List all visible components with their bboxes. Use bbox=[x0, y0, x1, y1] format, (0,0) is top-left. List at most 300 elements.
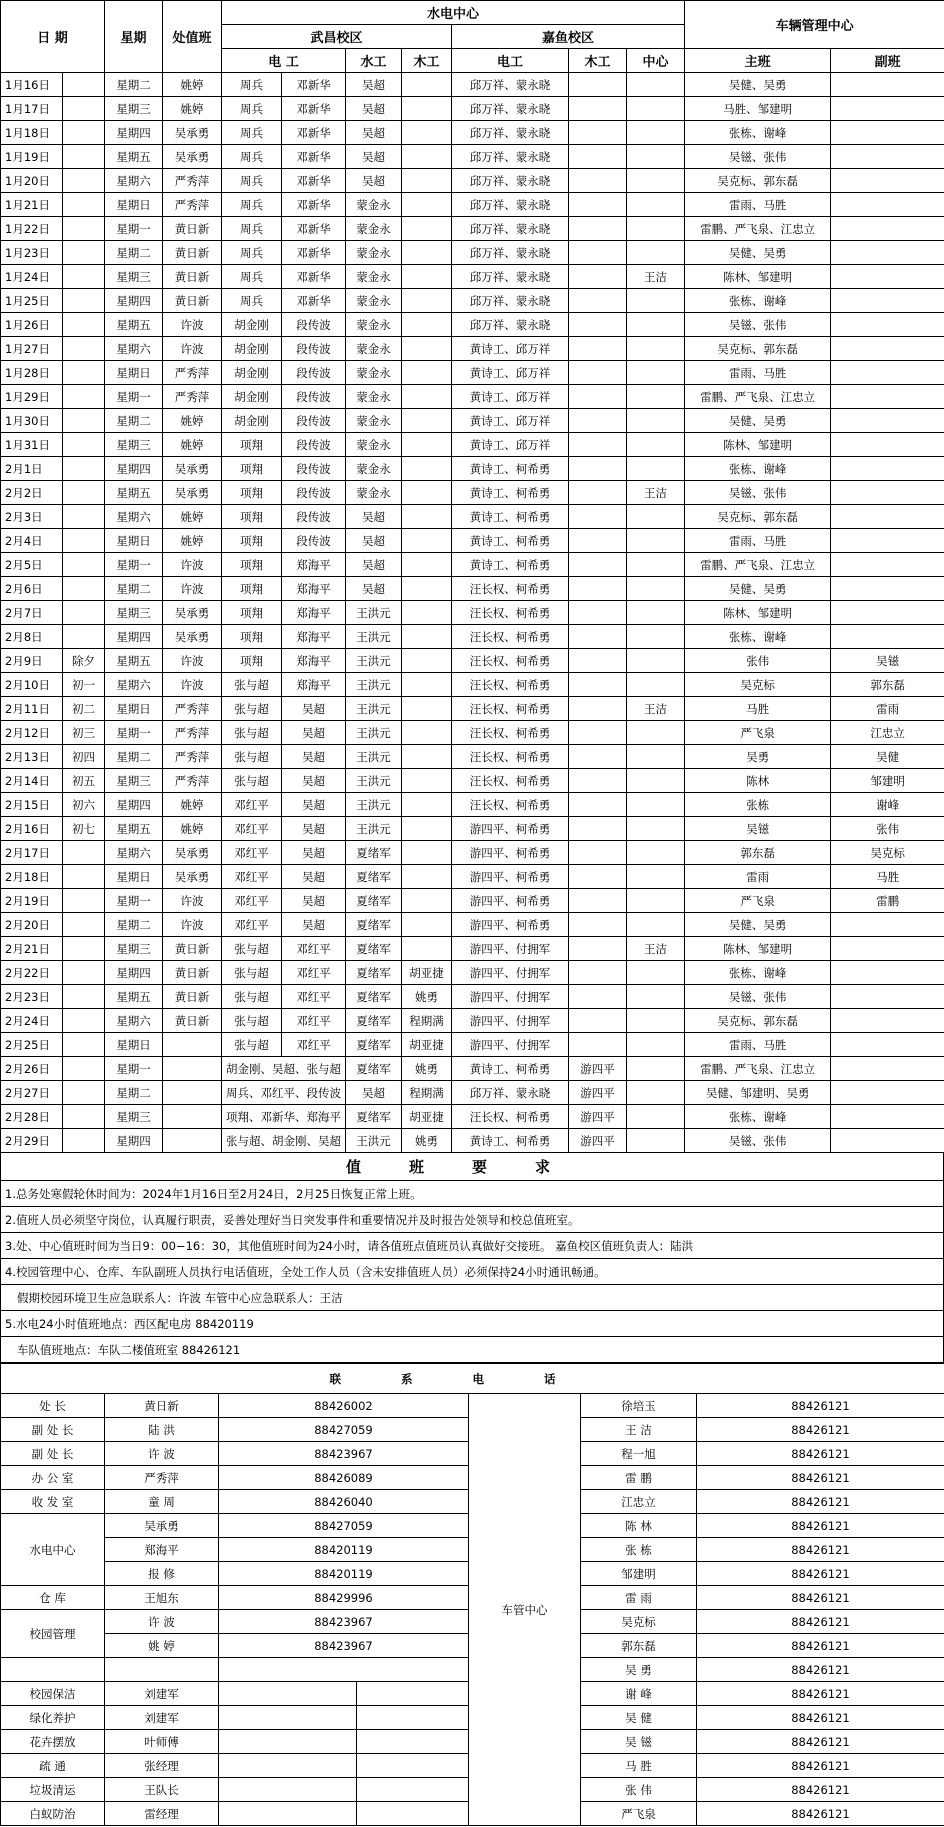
jiayu-carpenter-cell bbox=[569, 529, 627, 553]
holiday-cell bbox=[63, 457, 105, 481]
weekday-cell: 星期三 bbox=[105, 937, 163, 961]
contact-name-cell: 王队长 bbox=[105, 1778, 219, 1802]
center-cell bbox=[627, 361, 685, 385]
jiayu-carpenter-cell bbox=[569, 865, 627, 889]
jiayu-electrician-cell: 黄诗工、邱万祥 bbox=[452, 385, 569, 409]
holiday-cell: 初六 bbox=[63, 793, 105, 817]
office-duty-cell: 吴承勇 bbox=[163, 865, 222, 889]
office-duty-cell bbox=[163, 1033, 222, 1057]
requirement-line: 假期校园环境卫生应急联系人：许波 车管中心应急联系人：王洁 bbox=[1, 1285, 943, 1311]
plumber-cell: 王洪元 bbox=[346, 769, 402, 793]
contact-phone-cell: 88426121 bbox=[697, 1538, 944, 1562]
electrician-cell: 张与超 bbox=[222, 745, 282, 769]
table-row bbox=[1, 241, 944, 265]
jiayu-electrician-cell: 汪长权、柯希勇 bbox=[452, 697, 569, 721]
weekday-cell: 星期四 bbox=[105, 625, 163, 649]
main-shift-cell: 陈林、邹建明 bbox=[685, 937, 831, 961]
plumber-cell: 夏绪军 bbox=[346, 841, 402, 865]
holiday-cell bbox=[63, 1129, 105, 1153]
holiday-cell bbox=[63, 961, 105, 985]
office-duty-cell: 许波 bbox=[163, 553, 222, 577]
jiayu-carpenter-cell bbox=[569, 625, 627, 649]
table-row bbox=[1, 385, 944, 409]
weekday-cell: 星期二 bbox=[105, 73, 163, 97]
electrician-cell: 张与超 bbox=[222, 937, 282, 961]
plumber-cell: 吴超 bbox=[346, 145, 402, 169]
deputy-shift-cell bbox=[831, 337, 944, 361]
contact-phone-cell: 88426121 bbox=[697, 1634, 944, 1658]
jiayu-electrician-cell: 游四平、柯希勇 bbox=[452, 865, 569, 889]
contact-name-cell: 吴克标 bbox=[581, 1610, 697, 1634]
date-cell: 1月22日 bbox=[1, 217, 63, 241]
holiday-cell bbox=[63, 889, 105, 913]
office-duty-cell: 严秀萍 bbox=[163, 193, 222, 217]
center-cell bbox=[627, 121, 685, 145]
deputy-shift-cell bbox=[831, 553, 944, 577]
deputy-shift-cell bbox=[831, 361, 944, 385]
contact-phone-cell bbox=[219, 1706, 357, 1730]
contact-role-cell: 校园管理 bbox=[1, 1610, 105, 1658]
deputy-shift-cell bbox=[831, 193, 944, 217]
main-shift-cell: 吴健、吴勇 bbox=[685, 241, 831, 265]
office-duty-cell: 严秀萍 bbox=[163, 169, 222, 193]
center-cell bbox=[627, 577, 685, 601]
jiayu-electrician-cell: 黄诗工、邱万祥 bbox=[452, 361, 569, 385]
contact-role-cell: 水电中心 bbox=[1, 1514, 105, 1586]
plumber-cell: 夏绪军 bbox=[346, 865, 402, 889]
main-shift-cell: 吴镃、张伟 bbox=[685, 1129, 831, 1153]
table-row bbox=[1, 961, 944, 985]
holiday-cell bbox=[63, 625, 105, 649]
contact-phone-cell: 88427059 bbox=[219, 1514, 469, 1538]
table-row bbox=[1, 73, 944, 97]
jiayu-campus-header: 嘉鱼校区 bbox=[452, 25, 685, 49]
center-cell bbox=[627, 337, 685, 361]
contact-phone-cell: 88426121 bbox=[697, 1658, 944, 1682]
contacts-title: 联系电话 bbox=[1, 1364, 944, 1394]
deputy-shift-cell bbox=[831, 577, 944, 601]
electrician-cell: 周兵 bbox=[222, 289, 282, 313]
weekday-cell: 星期日 bbox=[105, 1033, 163, 1057]
date-cell: 2月18日 bbox=[1, 865, 63, 889]
jiayu-electrician-cell: 邱万祥、蒙永晓 bbox=[452, 145, 569, 169]
holiday-cell bbox=[63, 985, 105, 1009]
electrician-cell: 周兵 bbox=[222, 97, 282, 121]
contact-name-cell: 黄日新 bbox=[105, 1394, 219, 1418]
electrician-cell: 周兵 bbox=[222, 145, 282, 169]
date-cell: 2月5日 bbox=[1, 553, 63, 577]
date-cell: 2月11日 bbox=[1, 697, 63, 721]
electrician-cell: 吴超 bbox=[282, 817, 346, 841]
table-row bbox=[1, 361, 944, 385]
jiayu-carpenter-header: 木工 bbox=[569, 49, 627, 73]
office-duty-cell: 黄日新 bbox=[163, 985, 222, 1009]
jiayu-electrician-cell: 汪长权、柯希勇 bbox=[452, 625, 569, 649]
jiayu-carpenter-cell bbox=[569, 457, 627, 481]
deputy-shift-cell bbox=[831, 457, 944, 481]
main-shift-cell: 吴健、吴勇 bbox=[685, 73, 831, 97]
date-cell: 1月21日 bbox=[1, 193, 63, 217]
jiayu-carpenter-cell bbox=[569, 505, 627, 529]
electrician-cell: 邓红平 bbox=[282, 961, 346, 985]
main-shift-cell: 张栋、谢峰 bbox=[685, 457, 831, 481]
contact-role-cell: 办 公 室 bbox=[1, 1466, 105, 1490]
jiayu-electrician-cell: 游四平、柯希勇 bbox=[452, 889, 569, 913]
table-row bbox=[1, 289, 944, 313]
jiayu-electrician-cell: 邱万祥、蒙永晓 bbox=[452, 313, 569, 337]
carpenter-cell bbox=[402, 889, 452, 913]
contact-phone-cell: 88426121 bbox=[697, 1418, 944, 1442]
jiayu-carpenter-cell bbox=[569, 265, 627, 289]
jiayu-carpenter-cell bbox=[569, 73, 627, 97]
contact-role-cell: 白蚁防治 bbox=[1, 1802, 105, 1826]
main-shift-cell: 雷雨、马胜 bbox=[685, 529, 831, 553]
jiayu-carpenter-cell bbox=[569, 745, 627, 769]
carpenter-cell bbox=[402, 745, 452, 769]
main-shift-cell: 雷雨、马胜 bbox=[685, 361, 831, 385]
deputy-shift-cell bbox=[831, 1057, 944, 1081]
contact-name-cell: 刘建军 bbox=[105, 1682, 219, 1706]
electrician-cell: 项翔 bbox=[222, 625, 282, 649]
carpenter-cell: 程期满 bbox=[402, 1009, 452, 1033]
requirement-line: 5.水电24小时值班地点：西区配电房 88420119 bbox=[1, 1311, 943, 1337]
weekday-cell: 星期五 bbox=[105, 145, 163, 169]
date-cell: 1月28日 bbox=[1, 361, 63, 385]
center-cell bbox=[627, 241, 685, 265]
jiayu-electrician-cell: 游四平、付拥军 bbox=[452, 985, 569, 1009]
deputy-shift-cell bbox=[831, 433, 944, 457]
table-row bbox=[1, 721, 944, 745]
duty-rows bbox=[1, 73, 944, 1153]
plumber-cell: 夏绪军 bbox=[346, 1033, 402, 1057]
main-shift-cell: 吴镃、张伟 bbox=[685, 145, 831, 169]
table-row bbox=[1, 505, 944, 529]
jiayu-electrician-cell: 邱万祥、蒙永晓 bbox=[452, 265, 569, 289]
office-duty-cell: 严秀萍 bbox=[163, 769, 222, 793]
table-row bbox=[1, 169, 944, 193]
jiayu-carpenter-cell bbox=[569, 361, 627, 385]
contact-name-cell: 张 伟 bbox=[581, 1778, 697, 1802]
office-duty-cell: 许波 bbox=[163, 889, 222, 913]
holiday-cell bbox=[63, 121, 105, 145]
contact-name-cell: 吴承勇 bbox=[105, 1514, 219, 1538]
jiayu-electrician-cell: 游四平、付拥军 bbox=[452, 1033, 569, 1057]
holiday-cell bbox=[63, 97, 105, 121]
holiday-cell bbox=[63, 241, 105, 265]
electrician-cell: 项翔 bbox=[222, 481, 282, 505]
table-row bbox=[1, 697, 944, 721]
office-duty-cell bbox=[163, 1129, 222, 1153]
office-duty-cell: 吴承勇 bbox=[163, 601, 222, 625]
plumber-cell: 王洪元 bbox=[346, 721, 402, 745]
carpenter-cell bbox=[402, 937, 452, 961]
electrician-cell: 项翔 bbox=[222, 553, 282, 577]
deputy-shift-cell: 吴健 bbox=[831, 745, 944, 769]
date-cell: 2月28日 bbox=[1, 1105, 63, 1129]
center-cell bbox=[627, 601, 685, 625]
jiayu-carpenter-cell bbox=[569, 169, 627, 193]
jiayu-carpenter-cell bbox=[569, 1009, 627, 1033]
carpenter-cell bbox=[402, 409, 452, 433]
jiayu-carpenter-cell bbox=[569, 673, 627, 697]
electrician-cell: 周兵、邓红平、段传波 bbox=[222, 1081, 346, 1105]
table-row bbox=[1, 217, 944, 241]
contact-name-cell: 郑海平 bbox=[105, 1538, 219, 1562]
plumber-cell: 夏绪军 bbox=[346, 913, 402, 937]
jiayu-electrician-cell: 邱万祥、蒙永晓 bbox=[452, 1081, 569, 1105]
holiday-cell bbox=[63, 481, 105, 505]
contact-phone-cell: 88426089 bbox=[219, 1466, 469, 1490]
center-cell bbox=[627, 793, 685, 817]
carpenter-cell bbox=[402, 697, 452, 721]
contact-role-cell: 花卉摆放 bbox=[1, 1730, 105, 1754]
main-shift-cell: 张伟 bbox=[685, 649, 831, 673]
jiayu-carpenter-cell bbox=[569, 553, 627, 577]
weekday-cell: 星期六 bbox=[105, 337, 163, 361]
electrician-cell: 邓新华 bbox=[282, 169, 346, 193]
electrician-cell: 张与超 bbox=[222, 673, 282, 697]
electrician-cell: 吴超 bbox=[282, 769, 346, 793]
jiayu-carpenter-cell bbox=[569, 601, 627, 625]
holiday-cell bbox=[63, 361, 105, 385]
contact-phone-cell: 88426121 bbox=[697, 1802, 944, 1826]
electrician-cell: 邓新华 bbox=[282, 145, 346, 169]
deputy-shift-cell bbox=[831, 961, 944, 985]
office-duty-cell: 吴承勇 bbox=[163, 841, 222, 865]
electrician-cell: 郑海平 bbox=[282, 625, 346, 649]
main-shift-cell: 吴克标、郭东磊 bbox=[685, 505, 831, 529]
contact-phone-cell: 88426121 bbox=[697, 1610, 944, 1634]
weekday-cell: 星期日 bbox=[105, 361, 163, 385]
main-shift-cell: 雷鹏、严飞泉、江忠立 bbox=[685, 385, 831, 409]
contact-name-cell: 谢 峰 bbox=[581, 1682, 697, 1706]
date-cell: 1月31日 bbox=[1, 433, 63, 457]
contact-name-cell: 陆 洪 bbox=[105, 1418, 219, 1442]
contact-name-cell: 徐培玉 bbox=[581, 1394, 697, 1418]
holiday-cell bbox=[63, 265, 105, 289]
office-duty-cell bbox=[163, 1057, 222, 1081]
holiday-cell: 除夕 bbox=[63, 649, 105, 673]
date-cell: 1月24日 bbox=[1, 265, 63, 289]
electrician-cell: 段传波 bbox=[282, 457, 346, 481]
center-cell bbox=[627, 553, 685, 577]
weekday-cell: 星期四 bbox=[105, 289, 163, 313]
jiayu-carpenter-cell bbox=[569, 937, 627, 961]
date-cell: 2月21日 bbox=[1, 937, 63, 961]
electrician-cell: 邓新华 bbox=[282, 265, 346, 289]
contact-phone-cell: 88426121 bbox=[697, 1490, 944, 1514]
weekday-cell: 星期一 bbox=[105, 385, 163, 409]
jiayu-carpenter-cell bbox=[569, 193, 627, 217]
office-duty-cell: 黄日新 bbox=[163, 217, 222, 241]
contact-phone-cell: 88426121 bbox=[697, 1778, 944, 1802]
contact-phone-cell: 88426121 bbox=[697, 1682, 944, 1706]
holiday-cell bbox=[63, 73, 105, 97]
weekday-cell: 星期二 bbox=[105, 409, 163, 433]
main-shift-cell: 严飞泉 bbox=[685, 721, 831, 745]
electrician-cell: 项翔 bbox=[222, 649, 282, 673]
carpenter-cell bbox=[402, 169, 452, 193]
holiday-cell bbox=[63, 193, 105, 217]
jiayu-electrician-cell: 邱万祥、蒙永晓 bbox=[452, 193, 569, 217]
center-cell bbox=[627, 769, 685, 793]
center-cell bbox=[627, 1105, 685, 1129]
weekday-cell: 星期四 bbox=[105, 961, 163, 985]
main-shift-cell: 雷鹏、严飞泉、江忠立 bbox=[685, 553, 831, 577]
jiayu-electrician-cell: 汪长权、柯希勇 bbox=[452, 721, 569, 745]
jiayu-electrician-cell: 汪长权、柯希勇 bbox=[452, 745, 569, 769]
electrician-cell: 郑海平 bbox=[282, 649, 346, 673]
table-row bbox=[1, 841, 944, 865]
center-header: 中心 bbox=[627, 49, 685, 73]
weekday-cell: 星期日 bbox=[105, 193, 163, 217]
weekday-cell: 星期一 bbox=[105, 553, 163, 577]
date-header: 日 期 bbox=[1, 1, 105, 73]
weekday-cell: 星期六 bbox=[105, 505, 163, 529]
weekday-cell: 星期五 bbox=[105, 481, 163, 505]
deputy-shift-cell bbox=[831, 145, 944, 169]
electrician-cell: 项翔 bbox=[222, 529, 282, 553]
date-cell: 2月10日 bbox=[1, 673, 63, 697]
jiayu-carpenter-cell bbox=[569, 913, 627, 937]
water-center-header: 水电中心 bbox=[222, 1, 685, 25]
office-duty-cell: 吴承勇 bbox=[163, 625, 222, 649]
weekday-cell: 星期六 bbox=[105, 169, 163, 193]
electrician-cell: 张与超 bbox=[222, 1033, 282, 1057]
office-duty-cell: 黄日新 bbox=[163, 1009, 222, 1033]
center-cell bbox=[627, 841, 685, 865]
electrician-header: 电 工 bbox=[222, 49, 346, 73]
jiayu-electrician-cell: 汪长权、柯希勇 bbox=[452, 601, 569, 625]
date-cell: 2月9日 bbox=[1, 649, 63, 673]
carpenter-cell bbox=[402, 841, 452, 865]
center-cell bbox=[627, 985, 685, 1009]
weekday-cell: 星期日 bbox=[105, 865, 163, 889]
carpenter-cell bbox=[402, 625, 452, 649]
electrician-cell: 张与超 bbox=[222, 697, 282, 721]
plumber-cell: 蒙金永 bbox=[346, 217, 402, 241]
electrician-cell: 郑海平 bbox=[282, 577, 346, 601]
office-duty-cell: 许波 bbox=[163, 337, 222, 361]
carpenter-cell bbox=[402, 505, 452, 529]
jiayu-carpenter-cell: 游四平 bbox=[569, 1057, 627, 1081]
center-cell bbox=[627, 913, 685, 937]
date-cell: 2月17日 bbox=[1, 841, 63, 865]
electrician-cell: 邓新华 bbox=[282, 217, 346, 241]
center-cell bbox=[627, 673, 685, 697]
table-row bbox=[1, 1105, 944, 1129]
electrician-cell: 项翔 bbox=[222, 433, 282, 457]
main-shift-cell: 严飞泉 bbox=[685, 889, 831, 913]
date-cell: 1月23日 bbox=[1, 241, 63, 265]
office-duty-cell: 吴承勇 bbox=[163, 457, 222, 481]
deputy-shift-cell bbox=[831, 217, 944, 241]
electrician-cell: 段传波 bbox=[282, 409, 346, 433]
electrician-cell: 邓红平 bbox=[222, 889, 282, 913]
holiday-cell bbox=[63, 337, 105, 361]
holiday-cell bbox=[63, 577, 105, 601]
contact-phone-cell: 88426121 bbox=[697, 1514, 944, 1538]
office-duty-cell: 严秀萍 bbox=[163, 697, 222, 721]
carpenter-cell bbox=[402, 481, 452, 505]
deputy-shift-cell: 张伟 bbox=[831, 817, 944, 841]
contact-name-cell: 程一旭 bbox=[581, 1442, 697, 1466]
jiayu-electrician-cell: 游四平、付拥军 bbox=[452, 937, 569, 961]
carpenter-cell bbox=[402, 529, 452, 553]
main-shift-cell: 雷鹏、严飞泉、江忠立 bbox=[685, 1057, 831, 1081]
main-shift-cell: 陈林 bbox=[685, 769, 831, 793]
deputy-shift-cell: 江忠立 bbox=[831, 721, 944, 745]
center-cell bbox=[627, 97, 685, 121]
date-cell: 1月25日 bbox=[1, 289, 63, 313]
date-cell: 2月7日 bbox=[1, 601, 63, 625]
plumber-cell: 吴超 bbox=[346, 73, 402, 97]
contact-phone-cell: 88423967 bbox=[219, 1634, 469, 1658]
plumber-cell: 王洪元 bbox=[346, 673, 402, 697]
weekday-cell: 星期三 bbox=[105, 97, 163, 121]
deputy-shift-cell bbox=[831, 1009, 944, 1033]
center-cell: 王洁 bbox=[627, 481, 685, 505]
contact-name-cell: 雷经理 bbox=[105, 1802, 219, 1826]
holiday-cell bbox=[63, 1105, 105, 1129]
electrician-cell: 吴超 bbox=[282, 745, 346, 769]
contact-phone-cell: 88423967 bbox=[219, 1610, 469, 1634]
requirement-line: 3.处、中心值班时间为当日9：00−16：30，其他值班时间为24小时，请各值班点值班员认真做好交接班。 嘉鱼校区值班负责人：陆洪 bbox=[1, 1233, 943, 1259]
carpenter-cell bbox=[402, 217, 452, 241]
deputy-shift-cell bbox=[831, 385, 944, 409]
main-shift-cell: 吴镃、张伟 bbox=[685, 481, 831, 505]
date-cell: 2月4日 bbox=[1, 529, 63, 553]
office-duty-cell: 姚婷 bbox=[163, 505, 222, 529]
contact-name-cell: 许 波 bbox=[105, 1442, 219, 1466]
jiayu-electrician-cell: 汪长权、柯希勇 bbox=[452, 793, 569, 817]
table-row bbox=[1, 1057, 944, 1081]
jiayu-carpenter-cell bbox=[569, 481, 627, 505]
carpenter-cell bbox=[402, 289, 452, 313]
contact-name-cell: 童 周 bbox=[105, 1490, 219, 1514]
date-cell: 2月8日 bbox=[1, 625, 63, 649]
carpenter-cell: 胡亚捷 bbox=[402, 1033, 452, 1057]
contact-phone-cell: 88429996 bbox=[219, 1586, 469, 1610]
office-duty-cell: 吴承勇 bbox=[163, 121, 222, 145]
electrician-cell: 段传波 bbox=[282, 385, 346, 409]
contact-name-cell bbox=[105, 1658, 219, 1682]
weekday-cell: 星期六 bbox=[105, 673, 163, 697]
jiayu-carpenter-cell bbox=[569, 793, 627, 817]
electrician-cell: 邓新华 bbox=[282, 193, 346, 217]
electrician-cell: 胡金刚 bbox=[222, 337, 282, 361]
office-duty-cell: 黄日新 bbox=[163, 241, 222, 265]
contact-phone-cell: 88423967 bbox=[219, 1442, 469, 1466]
contact-phone-cell bbox=[219, 1658, 469, 1682]
requirement-line: 车队值班地点：车队二楼值班室 88426121 bbox=[1, 1337, 943, 1363]
plumber-cell: 蒙金永 bbox=[346, 457, 402, 481]
holiday-cell bbox=[63, 1009, 105, 1033]
plumber-cell: 王洪元 bbox=[346, 697, 402, 721]
electrician-cell: 张与超 bbox=[222, 1009, 282, 1033]
jiayu-electrician-cell: 黄诗工、柯希勇 bbox=[452, 457, 569, 481]
jiayu-electrician-cell: 汪长权、柯希勇 bbox=[452, 649, 569, 673]
main-shift-cell: 张栋、谢峰 bbox=[685, 961, 831, 985]
contact-name-cell: 雷 鹏 bbox=[581, 1466, 697, 1490]
plumber-cell: 王洪元 bbox=[346, 649, 402, 673]
date-cell: 1月18日 bbox=[1, 121, 63, 145]
carpenter-cell bbox=[402, 241, 452, 265]
jiayu-carpenter-cell bbox=[569, 241, 627, 265]
table-row bbox=[1, 889, 944, 913]
plumber-cell: 吴超 bbox=[346, 553, 402, 577]
date-cell: 1月19日 bbox=[1, 145, 63, 169]
